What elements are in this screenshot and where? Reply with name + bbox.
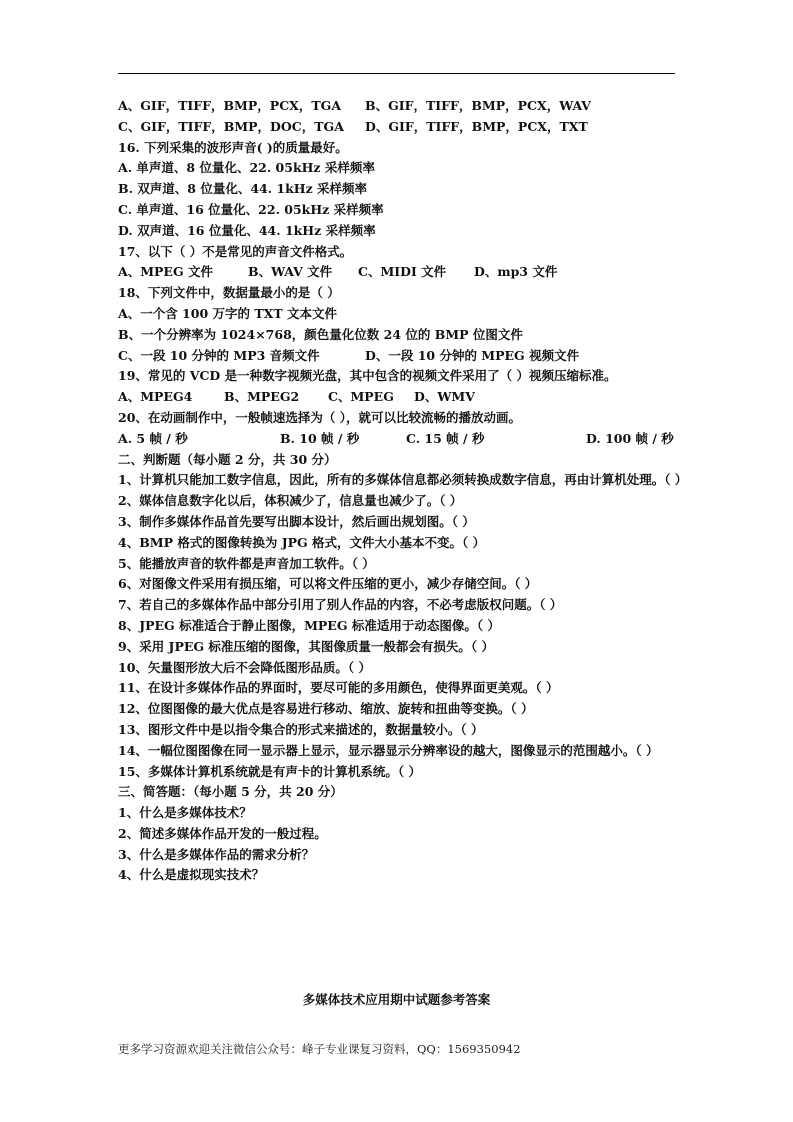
tf-item-2: 2、媒体信息数字化以后，体积减少了，信息量也减少了。（ ） bbox=[118, 493, 463, 509]
q19-option-a: A、MPEG4 bbox=[118, 389, 193, 405]
q17-option-a: A、MPEG 文件 bbox=[118, 264, 213, 280]
short-answer-4: 4、什么是虚拟现实技术？ bbox=[118, 867, 265, 883]
q15-options-row-1 bbox=[118, 96, 684, 117]
q20-option-d: D. 100 帧 / 秒 bbox=[586, 430, 674, 446]
q18-option-d: D、一段 10 分钟的 MPEG 视频文件 bbox=[365, 347, 580, 363]
q19-options bbox=[118, 387, 684, 408]
q20-option-c: C. 15 帧 / 秒 bbox=[406, 430, 485, 446]
q16-option-b: B. 双声道、8 位量化、44. 1kHz 采样频率 bbox=[118, 181, 368, 197]
tf-item-3: 3、制作多媒体作品首先要写出脚本设计，然后画出规划图。（ ） bbox=[118, 513, 475, 529]
q18-option-b: B、一个分辨率为 1024×768，颜色量化位数 24 位的 BMP 位图文件 bbox=[118, 326, 523, 342]
section-3-heading: 三、简答题：（每小题 5 分，共 20 分） bbox=[118, 784, 343, 800]
q18-stem: 18、下列文件中，数据量最小的是（ ） bbox=[118, 285, 340, 301]
q15-option-c: C、GIF，TIFF，BMP，DOC，TGA bbox=[118, 118, 344, 134]
tf-item-7: 7、若自己的多媒体作品中部分引用了别人作品的内容，不必考虑版权问题。（ ） bbox=[118, 597, 563, 613]
tf-item-11: 11、在设计多媒体作品的界面时，要尽可能的多用颜色，使得界面更美观。（ ） bbox=[118, 680, 559, 696]
q20-option-b: B. 10 帧 / 秒 bbox=[280, 430, 360, 446]
q16-option-a: A. 单声道、8 位量化、22. 05kHz 采样频率 bbox=[118, 160, 375, 176]
short-answer-2: 2、简述多媒体作品开发的一般过程。 bbox=[118, 825, 327, 841]
q17-stem: 17、以下（ ）不是常见的声音文件格式。 bbox=[118, 243, 353, 259]
q18-option-c: C、一段 10 分钟的 MP3 音频文件 bbox=[118, 347, 320, 363]
q18-option-a: A、一个含 100 万字的 TXT 文本文件 bbox=[118, 305, 338, 321]
tf-item-10: 10、矢量图形放大后不会降低图形品质。（ ） bbox=[118, 659, 371, 675]
section-2-heading: 二、判断题（每小题 2 分，共 30 分） bbox=[118, 451, 337, 467]
short-answer-3: 3、什么是多媒体作品的需求分析？ bbox=[118, 846, 315, 862]
tf-item-4: 4、BMP 格式的图像转换为 JPG 格式，文件大小基本不变。（ ） bbox=[118, 534, 486, 550]
tf-item-14: 14、一幅位图图像在同一显示器上显示，显示器显示分辨率设的越大，图像显示的范围越小。（ ） bbox=[118, 742, 659, 758]
tf-item-13: 13、图形文件中是以指令集合的形式来描述的，数据量较小。（ ） bbox=[118, 721, 484, 737]
q19-option-b: B、MPEG2 bbox=[224, 389, 300, 405]
q18-options-cd bbox=[118, 346, 684, 367]
q19-option-c: C、MPEG bbox=[328, 389, 394, 405]
q15-options-row-2 bbox=[118, 117, 684, 138]
tf-item-5: 5、能播放声音的软件都是声音加工软件。（ ） bbox=[118, 555, 375, 571]
q16-option-d: D. 双声道、16 位量化、44. 1kHz 采样频率 bbox=[118, 222, 376, 238]
q20-option-a: A. 5 帧 / 秒 bbox=[118, 430, 188, 446]
answer-key-title: 多媒体技术应用期中试题参考答案 bbox=[302, 992, 491, 1007]
exam-content bbox=[118, 96, 688, 886]
tf-item-12: 12、位图图像的最大优点是容易进行移动、缩放、旋转和扭曲等变换。（ ） bbox=[118, 701, 534, 717]
q19-stem: 19、常见的 VCD 是一种数字视频光盘，其中包含的视频文件采用了（ ）视频压缩标准。 bbox=[118, 368, 617, 384]
q15-option-a: A、GIF，TIFF，BMP，PCX，TGA bbox=[118, 98, 342, 113]
short-answer-1: 1、什么是多媒体技术？ bbox=[118, 805, 252, 821]
q16-option-c: C. 单声道、16 位量化、22. 05kHz 采样频率 bbox=[118, 201, 384, 217]
q19-option-d: D、WMV bbox=[414, 389, 475, 405]
tf-item-6: 6、对图像文件采用有损压缩，可以将文件压缩的更小，减少存储空间。（ ） bbox=[118, 576, 538, 592]
q15-option-d: D、GIF，TIFF，BMP，PCX，TXT bbox=[365, 118, 588, 134]
tf-item-8: 8、JPEG 标准适合于静止图像，MPEG 标准适用于动态图像。（ ） bbox=[118, 617, 500, 633]
header-rule bbox=[118, 73, 675, 74]
q17-option-d: D、mp3 文件 bbox=[474, 264, 558, 280]
tf-item-9: 9、采用 JPEG 标准压缩的图像，其图像质量一般都会有损失。（ ） bbox=[118, 638, 495, 654]
q16-stem: 16. 下列采集的波形声音( )的质量最好。 bbox=[118, 139, 348, 155]
q17-option-b: B、WAV 文件 bbox=[248, 264, 333, 280]
q20-options bbox=[118, 429, 684, 450]
q20-stem: 20、在动画制作中，一般帧速选择为（ ），就可以比较流畅的播放动画。 bbox=[118, 409, 521, 425]
tf-item-1: 1、计算机只能加工数字信息，因此，所有的多媒体信息都必须转换成数字信息，再由计算机处理。（ ） bbox=[118, 472, 688, 488]
tf-item-15: 15、多媒体计算机系统就是有声卡的计算机系统。（ ） bbox=[118, 763, 421, 779]
q17-options bbox=[118, 262, 684, 283]
footer-note: 更多学习资源欢迎关注微信公众号：峰子专业课复习资料，QQ：1569350942 bbox=[118, 1042, 521, 1056]
q15-option-b: B、GIF，TIFF，BMP，PCX，WAV bbox=[365, 98, 591, 113]
q17-option-c: C、MIDI 文件 bbox=[358, 264, 447, 280]
